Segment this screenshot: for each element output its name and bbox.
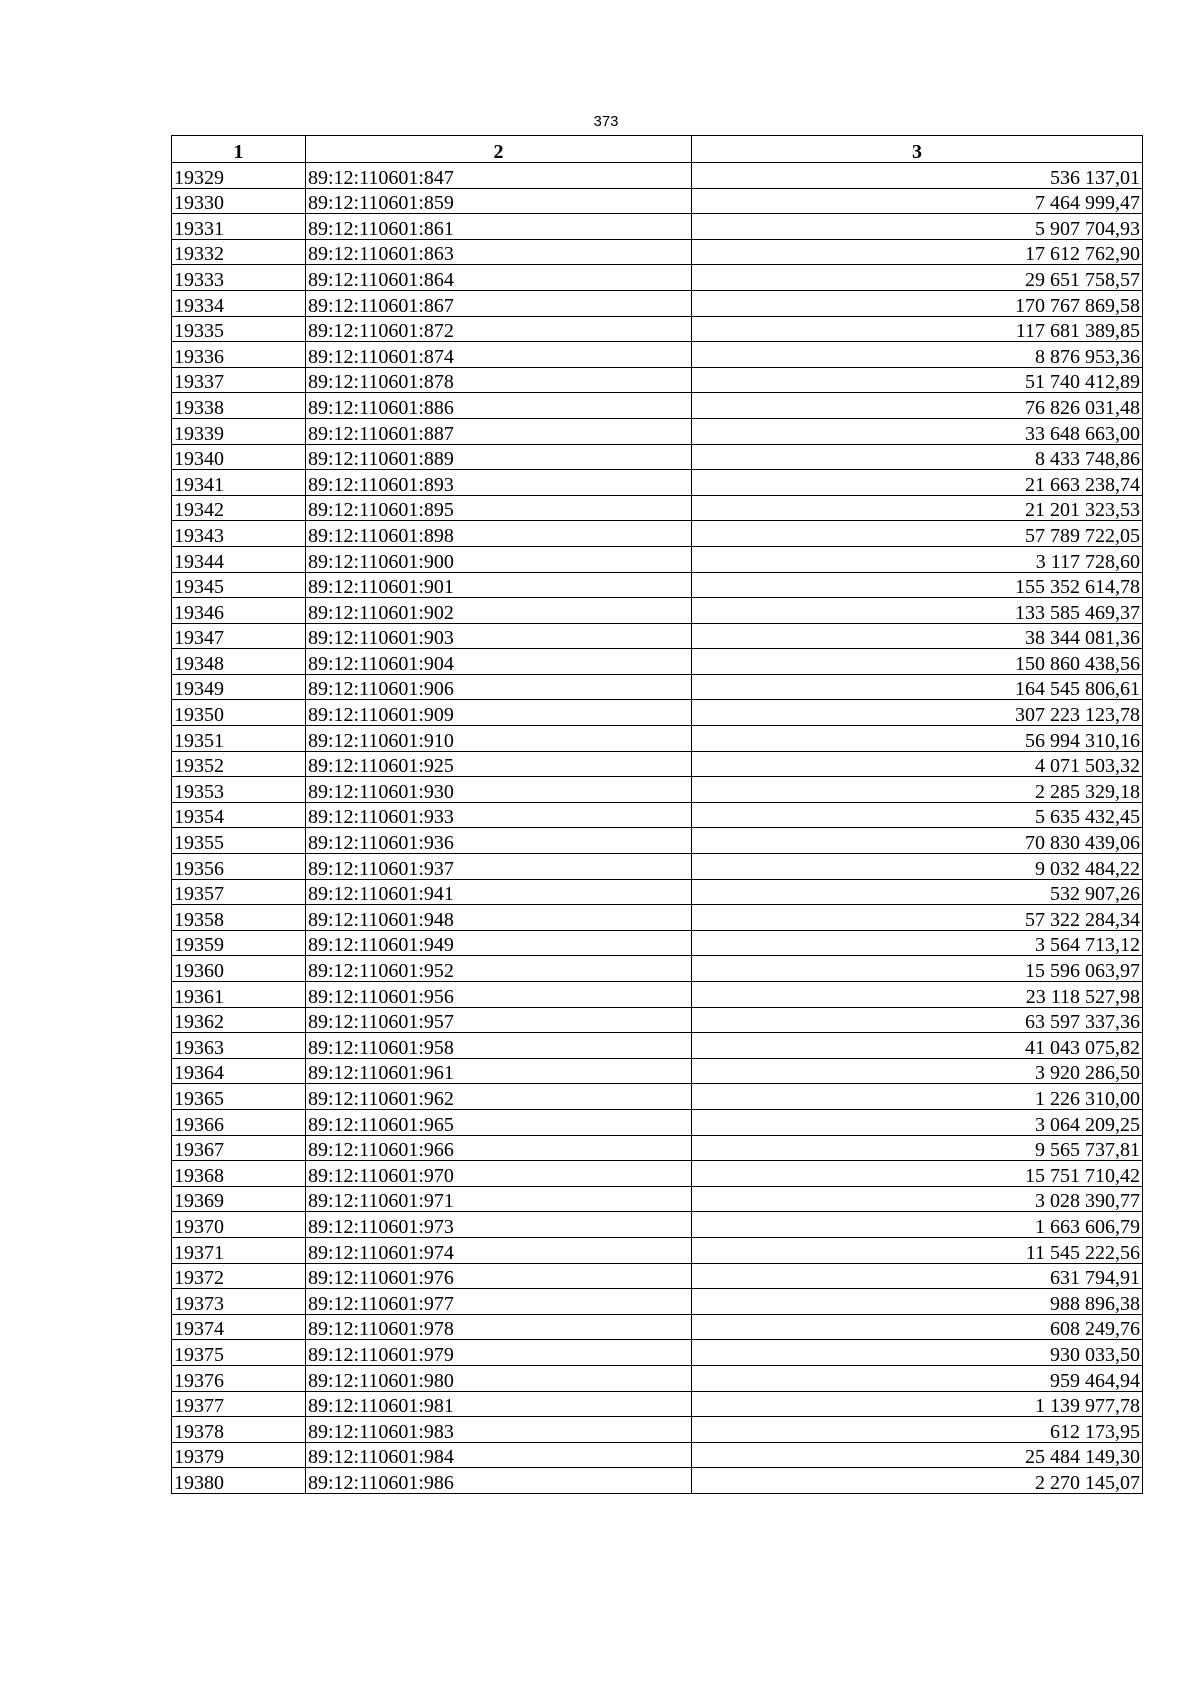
row-number-cell: 19329: [172, 163, 306, 189]
cadastral-value-cell: 3 564 713,12: [692, 930, 1143, 956]
row-number-cell: 19378: [172, 1417, 306, 1443]
table-row: [172, 1109, 1143, 1135]
table-row: [172, 1186, 1143, 1212]
row-number-cell: 19363: [172, 1033, 306, 1059]
cadastral-number-cell: 89:12:110601:898: [306, 521, 692, 547]
cadastral-number-cell: 89:12:110601:933: [306, 802, 692, 828]
table-row: [172, 444, 1143, 470]
cadastral-number-cell: 89:12:110601:904: [306, 649, 692, 675]
cadastral-number-cell: 89:12:110601:847: [306, 163, 692, 189]
cadastral-number-cell: 89:12:110601:966: [306, 1135, 692, 1161]
row-number-cell: 19375: [172, 1340, 306, 1366]
cadastral-value-cell: 57 789 722,05: [692, 521, 1143, 547]
row-number-cell: 19338: [172, 393, 306, 419]
table-row: [172, 674, 1143, 700]
cadastral-value-cell: 536 137,01: [692, 163, 1143, 189]
row-number-cell: 19371: [172, 1237, 306, 1263]
cadastral-value-cell: 155 352 614,78: [692, 572, 1143, 598]
cadastral-value-cell: 3 064 209,25: [692, 1109, 1143, 1135]
cadastral-number-cell: 89:12:110601:980: [306, 1365, 692, 1391]
table-row: [172, 1442, 1143, 1468]
cadastral-value-cell: 5 907 704,93: [692, 214, 1143, 240]
cadastral-value-cell: 1 226 310,00: [692, 1084, 1143, 1110]
cadastral-value-cell: 7 464 999,47: [692, 188, 1143, 214]
row-number-cell: 19339: [172, 418, 306, 444]
row-number-cell: 19355: [172, 828, 306, 854]
cadastral-value-cell: 70 830 439,06: [692, 828, 1143, 854]
table-row: [172, 905, 1143, 931]
table-row: [172, 367, 1143, 393]
table-row: [172, 163, 1143, 189]
cadastral-value-cell: 3 920 286,50: [692, 1058, 1143, 1084]
cadastral-value-cell: 117 681 389,85: [692, 316, 1143, 342]
cadastral-number-cell: 89:12:110601:936: [306, 828, 692, 854]
table-row: [172, 239, 1143, 265]
cadastral-value-cell: 21 663 238,74: [692, 470, 1143, 496]
cadastral-number-cell: 89:12:110601:952: [306, 956, 692, 982]
table-body: [172, 163, 1143, 1494]
cadastral-number-cell: 89:12:110601:878: [306, 367, 692, 393]
table-row: [172, 495, 1143, 521]
table-row: [172, 854, 1143, 880]
cadastral-value-cell: 29 651 758,57: [692, 265, 1143, 291]
cadastral-number-cell: 89:12:110601:958: [306, 1033, 692, 1059]
cadastral-number-cell: 89:12:110601:984: [306, 1442, 692, 1468]
row-number-cell: 19340: [172, 444, 306, 470]
cadastral-value-cell: 51 740 412,89: [692, 367, 1143, 393]
table-row: [172, 982, 1143, 1008]
cadastral-value-cell: 8 433 748,86: [692, 444, 1143, 470]
table-row: [172, 316, 1143, 342]
cadastral-value-cell: 612 173,95: [692, 1417, 1143, 1443]
row-number-cell: 19356: [172, 854, 306, 880]
cadastral-value-table: [171, 135, 1143, 1494]
cadastral-number-cell: 89:12:110601:978: [306, 1314, 692, 1340]
row-number-cell: 19361: [172, 982, 306, 1008]
cadastral-number-cell: 89:12:110601:889: [306, 444, 692, 470]
cadastral-number-cell: 89:12:110601:971: [306, 1186, 692, 1212]
table-row: [172, 777, 1143, 803]
row-number-cell: 19377: [172, 1391, 306, 1417]
cadastral-number-cell: 89:12:110601:983: [306, 1417, 692, 1443]
row-number-cell: 19343: [172, 521, 306, 547]
table-row: [172, 700, 1143, 726]
table-row: [172, 1263, 1143, 1289]
table-row: [172, 649, 1143, 675]
row-number-cell: 19341: [172, 470, 306, 496]
row-number-cell: 19348: [172, 649, 306, 675]
cadastral-value-cell: 3 028 390,77: [692, 1186, 1143, 1212]
cadastral-value-cell: 15 596 063,97: [692, 956, 1143, 982]
row-number-cell: 19334: [172, 290, 306, 316]
cadastral-number-cell: 89:12:110601:970: [306, 1161, 692, 1187]
table-row: [172, 1237, 1143, 1263]
cadastral-number-cell: 89:12:110601:948: [306, 905, 692, 931]
cadastral-value-cell: 21 201 323,53: [692, 495, 1143, 521]
row-number-cell: 19376: [172, 1365, 306, 1391]
cadastral-number-cell: 89:12:110601:976: [306, 1263, 692, 1289]
cadastral-number-cell: 89:12:110601:981: [306, 1391, 692, 1417]
cadastral-number-cell: 89:12:110601:965: [306, 1109, 692, 1135]
table-row: [172, 1033, 1143, 1059]
row-number-cell: 19347: [172, 623, 306, 649]
cadastral-value-cell: 532 907,26: [692, 879, 1143, 905]
cadastral-number-cell: 89:12:110601:979: [306, 1340, 692, 1366]
row-number-cell: 19337: [172, 367, 306, 393]
cadastral-number-cell: 89:12:110601:941: [306, 879, 692, 905]
table-row: [172, 342, 1143, 368]
table-row: [172, 214, 1143, 240]
column-header-2: 2: [306, 136, 692, 163]
row-number-cell: 19330: [172, 188, 306, 214]
cadastral-value-cell: 33 648 663,00: [692, 418, 1143, 444]
cadastral-value-cell: 8 876 953,36: [692, 342, 1143, 368]
cadastral-number-cell: 89:12:110601:910: [306, 726, 692, 752]
cadastral-number-cell: 89:12:110601:861: [306, 214, 692, 240]
cadastral-number-cell: 89:12:110601:977: [306, 1289, 692, 1315]
cadastral-number-cell: 89:12:110601:864: [306, 265, 692, 291]
cadastral-value-cell: 38 344 081,36: [692, 623, 1143, 649]
row-number-cell: 19351: [172, 726, 306, 752]
table-row: [172, 598, 1143, 624]
cadastral-value-cell: 170 767 869,58: [692, 290, 1143, 316]
row-number-cell: 19360: [172, 956, 306, 982]
table-row: [172, 1007, 1143, 1033]
row-number-cell: 19379: [172, 1442, 306, 1468]
cadastral-number-cell: 89:12:110601:887: [306, 418, 692, 444]
cadastral-value-cell: 631 794,91: [692, 1263, 1143, 1289]
row-number-cell: 19342: [172, 495, 306, 521]
cadastral-value-cell: 2 270 145,07: [692, 1468, 1143, 1494]
cadastral-number-cell: 89:12:110601:859: [306, 188, 692, 214]
cadastral-value-cell: 133 585 469,37: [692, 598, 1143, 624]
cadastral-value-cell: 959 464,94: [692, 1365, 1143, 1391]
row-number-cell: 19380: [172, 1468, 306, 1494]
table-row: [172, 1161, 1143, 1187]
table-header: [172, 136, 1143, 163]
cadastral-number-cell: 89:12:110601:893: [306, 470, 692, 496]
row-number-cell: 19373: [172, 1289, 306, 1315]
table-row: [172, 393, 1143, 419]
table-row: [172, 1058, 1143, 1084]
table-row: [172, 1084, 1143, 1110]
cadastral-value-cell: 17 612 762,90: [692, 239, 1143, 265]
table-row: [172, 879, 1143, 905]
table-row: [172, 1289, 1143, 1315]
table-row: [172, 418, 1143, 444]
cadastral-number-cell: 89:12:110601:949: [306, 930, 692, 956]
row-number-cell: 19332: [172, 239, 306, 265]
table-row: [172, 751, 1143, 777]
cadastral-number-cell: 89:12:110601:962: [306, 1084, 692, 1110]
cadastral-value-cell: 63 597 337,36: [692, 1007, 1143, 1033]
row-number-cell: 19344: [172, 546, 306, 572]
row-number-cell: 19335: [172, 316, 306, 342]
cadastral-number-cell: 89:12:110601:874: [306, 342, 692, 368]
cadastral-value-cell: 5 635 432,45: [692, 802, 1143, 828]
cadastral-value-cell: 307 223 123,78: [692, 700, 1143, 726]
cadastral-value-cell: 25 484 149,30: [692, 1442, 1143, 1468]
cadastral-value-cell: 150 860 438,56: [692, 649, 1143, 675]
cadastral-number-cell: 89:12:110601:867: [306, 290, 692, 316]
cadastral-number-cell: 89:12:110601:925: [306, 751, 692, 777]
table-row: [172, 930, 1143, 956]
table-row: [172, 521, 1143, 547]
table-row: [172, 1391, 1143, 1417]
row-number-cell: 19336: [172, 342, 306, 368]
cadastral-value-cell: 2 285 329,18: [692, 777, 1143, 803]
cadastral-number-cell: 89:12:110601:909: [306, 700, 692, 726]
cadastral-number-cell: 89:12:110601:886: [306, 393, 692, 419]
row-number-cell: 19331: [172, 214, 306, 240]
row-number-cell: 19352: [172, 751, 306, 777]
table-row: [172, 265, 1143, 291]
row-number-cell: 19350: [172, 700, 306, 726]
row-number-cell: 19366: [172, 1109, 306, 1135]
table-row: [172, 1417, 1143, 1443]
row-number-cell: 19369: [172, 1186, 306, 1212]
table-row: [172, 802, 1143, 828]
row-number-cell: 19372: [172, 1263, 306, 1289]
cadastral-number-cell: 89:12:110601:902: [306, 598, 692, 624]
row-number-cell: 19374: [172, 1314, 306, 1340]
table-row: [172, 290, 1143, 316]
cadastral-value-cell: 23 118 527,98: [692, 982, 1143, 1008]
cadastral-value-cell: 11 545 222,56: [692, 1237, 1143, 1263]
cadastral-number-cell: 89:12:110601:973: [306, 1212, 692, 1238]
row-number-cell: 19364: [172, 1058, 306, 1084]
cadastral-value-cell: 9 565 737,81: [692, 1135, 1143, 1161]
cadastral-value-cell: 988 896,38: [692, 1289, 1143, 1315]
table-row: [172, 1365, 1143, 1391]
table-row: [172, 546, 1143, 572]
cadastral-number-cell: 89:12:110601:900: [306, 546, 692, 572]
table-row: [172, 1212, 1143, 1238]
table-row: [172, 726, 1143, 752]
cadastral-number-cell: 89:12:110601:956: [306, 982, 692, 1008]
row-number-cell: 19345: [172, 572, 306, 598]
row-number-cell: 19357: [172, 879, 306, 905]
row-number-cell: 19358: [172, 905, 306, 931]
row-number-cell: 19333: [172, 265, 306, 291]
row-number-cell: 19349: [172, 674, 306, 700]
column-header-1: 1: [172, 136, 306, 163]
cadastral-value-cell: 1 139 977,78: [692, 1391, 1143, 1417]
cadastral-number-cell: 89:12:110601:863: [306, 239, 692, 265]
table-row: [172, 572, 1143, 598]
table-row: [172, 188, 1143, 214]
row-number-cell: 19359: [172, 930, 306, 956]
row-number-cell: 19354: [172, 802, 306, 828]
cadastral-value-cell: 15 751 710,42: [692, 1161, 1143, 1187]
cadastral-number-cell: 89:12:110601:872: [306, 316, 692, 342]
table-row: [172, 1340, 1143, 1366]
row-number-cell: 19353: [172, 777, 306, 803]
cadastral-value-cell: 608 249,76: [692, 1314, 1143, 1340]
cadastral-number-cell: 89:12:110601:957: [306, 1007, 692, 1033]
cadastral-value-cell: 4 071 503,32: [692, 751, 1143, 777]
column-header-3: 3: [692, 136, 1143, 163]
cadastral-number-cell: 89:12:110601:901: [306, 572, 692, 598]
row-number-cell: 19362: [172, 1007, 306, 1033]
page-number: 373: [593, 113, 619, 130]
table-row: [172, 1314, 1143, 1340]
cadastral-number-cell: 89:12:110601:986: [306, 1468, 692, 1494]
row-number-cell: 19370: [172, 1212, 306, 1238]
cadastral-value-cell: 57 322 284,34: [692, 905, 1143, 931]
cadastral-number-cell: 89:12:110601:930: [306, 777, 692, 803]
cadastral-number-cell: 89:12:110601:906: [306, 674, 692, 700]
table-row: [172, 470, 1143, 496]
table-row: [172, 1468, 1143, 1494]
row-number-cell: 19365: [172, 1084, 306, 1110]
cadastral-value-cell: 164 545 806,61: [692, 674, 1143, 700]
cadastral-number-cell: 89:12:110601:903: [306, 623, 692, 649]
cadastral-number-cell: 89:12:110601:937: [306, 854, 692, 880]
cadastral-value-cell: 56 994 310,16: [692, 726, 1143, 752]
table-row: [172, 956, 1143, 982]
table-row: [172, 828, 1143, 854]
cadastral-value-cell: 9 032 484,22: [692, 854, 1143, 880]
table-row: [172, 623, 1143, 649]
cadastral-value-cell: 41 043 075,82: [692, 1033, 1143, 1059]
header-row: [172, 136, 1143, 163]
cadastral-value-cell: 76 826 031,48: [692, 393, 1143, 419]
cadastral-number-cell: 89:12:110601:974: [306, 1237, 692, 1263]
table-row: [172, 1135, 1143, 1161]
row-number-cell: 19368: [172, 1161, 306, 1187]
cadastral-value-cell: 3 117 728,60: [692, 546, 1143, 572]
cadastral-value-cell: 930 033,50: [692, 1340, 1143, 1366]
row-number-cell: 19367: [172, 1135, 306, 1161]
cadastral-value-cell: 1 663 606,79: [692, 1212, 1143, 1238]
cadastral-number-cell: 89:12:110601:961: [306, 1058, 692, 1084]
row-number-cell: 19346: [172, 598, 306, 624]
cadastral-number-cell: 89:12:110601:895: [306, 495, 692, 521]
